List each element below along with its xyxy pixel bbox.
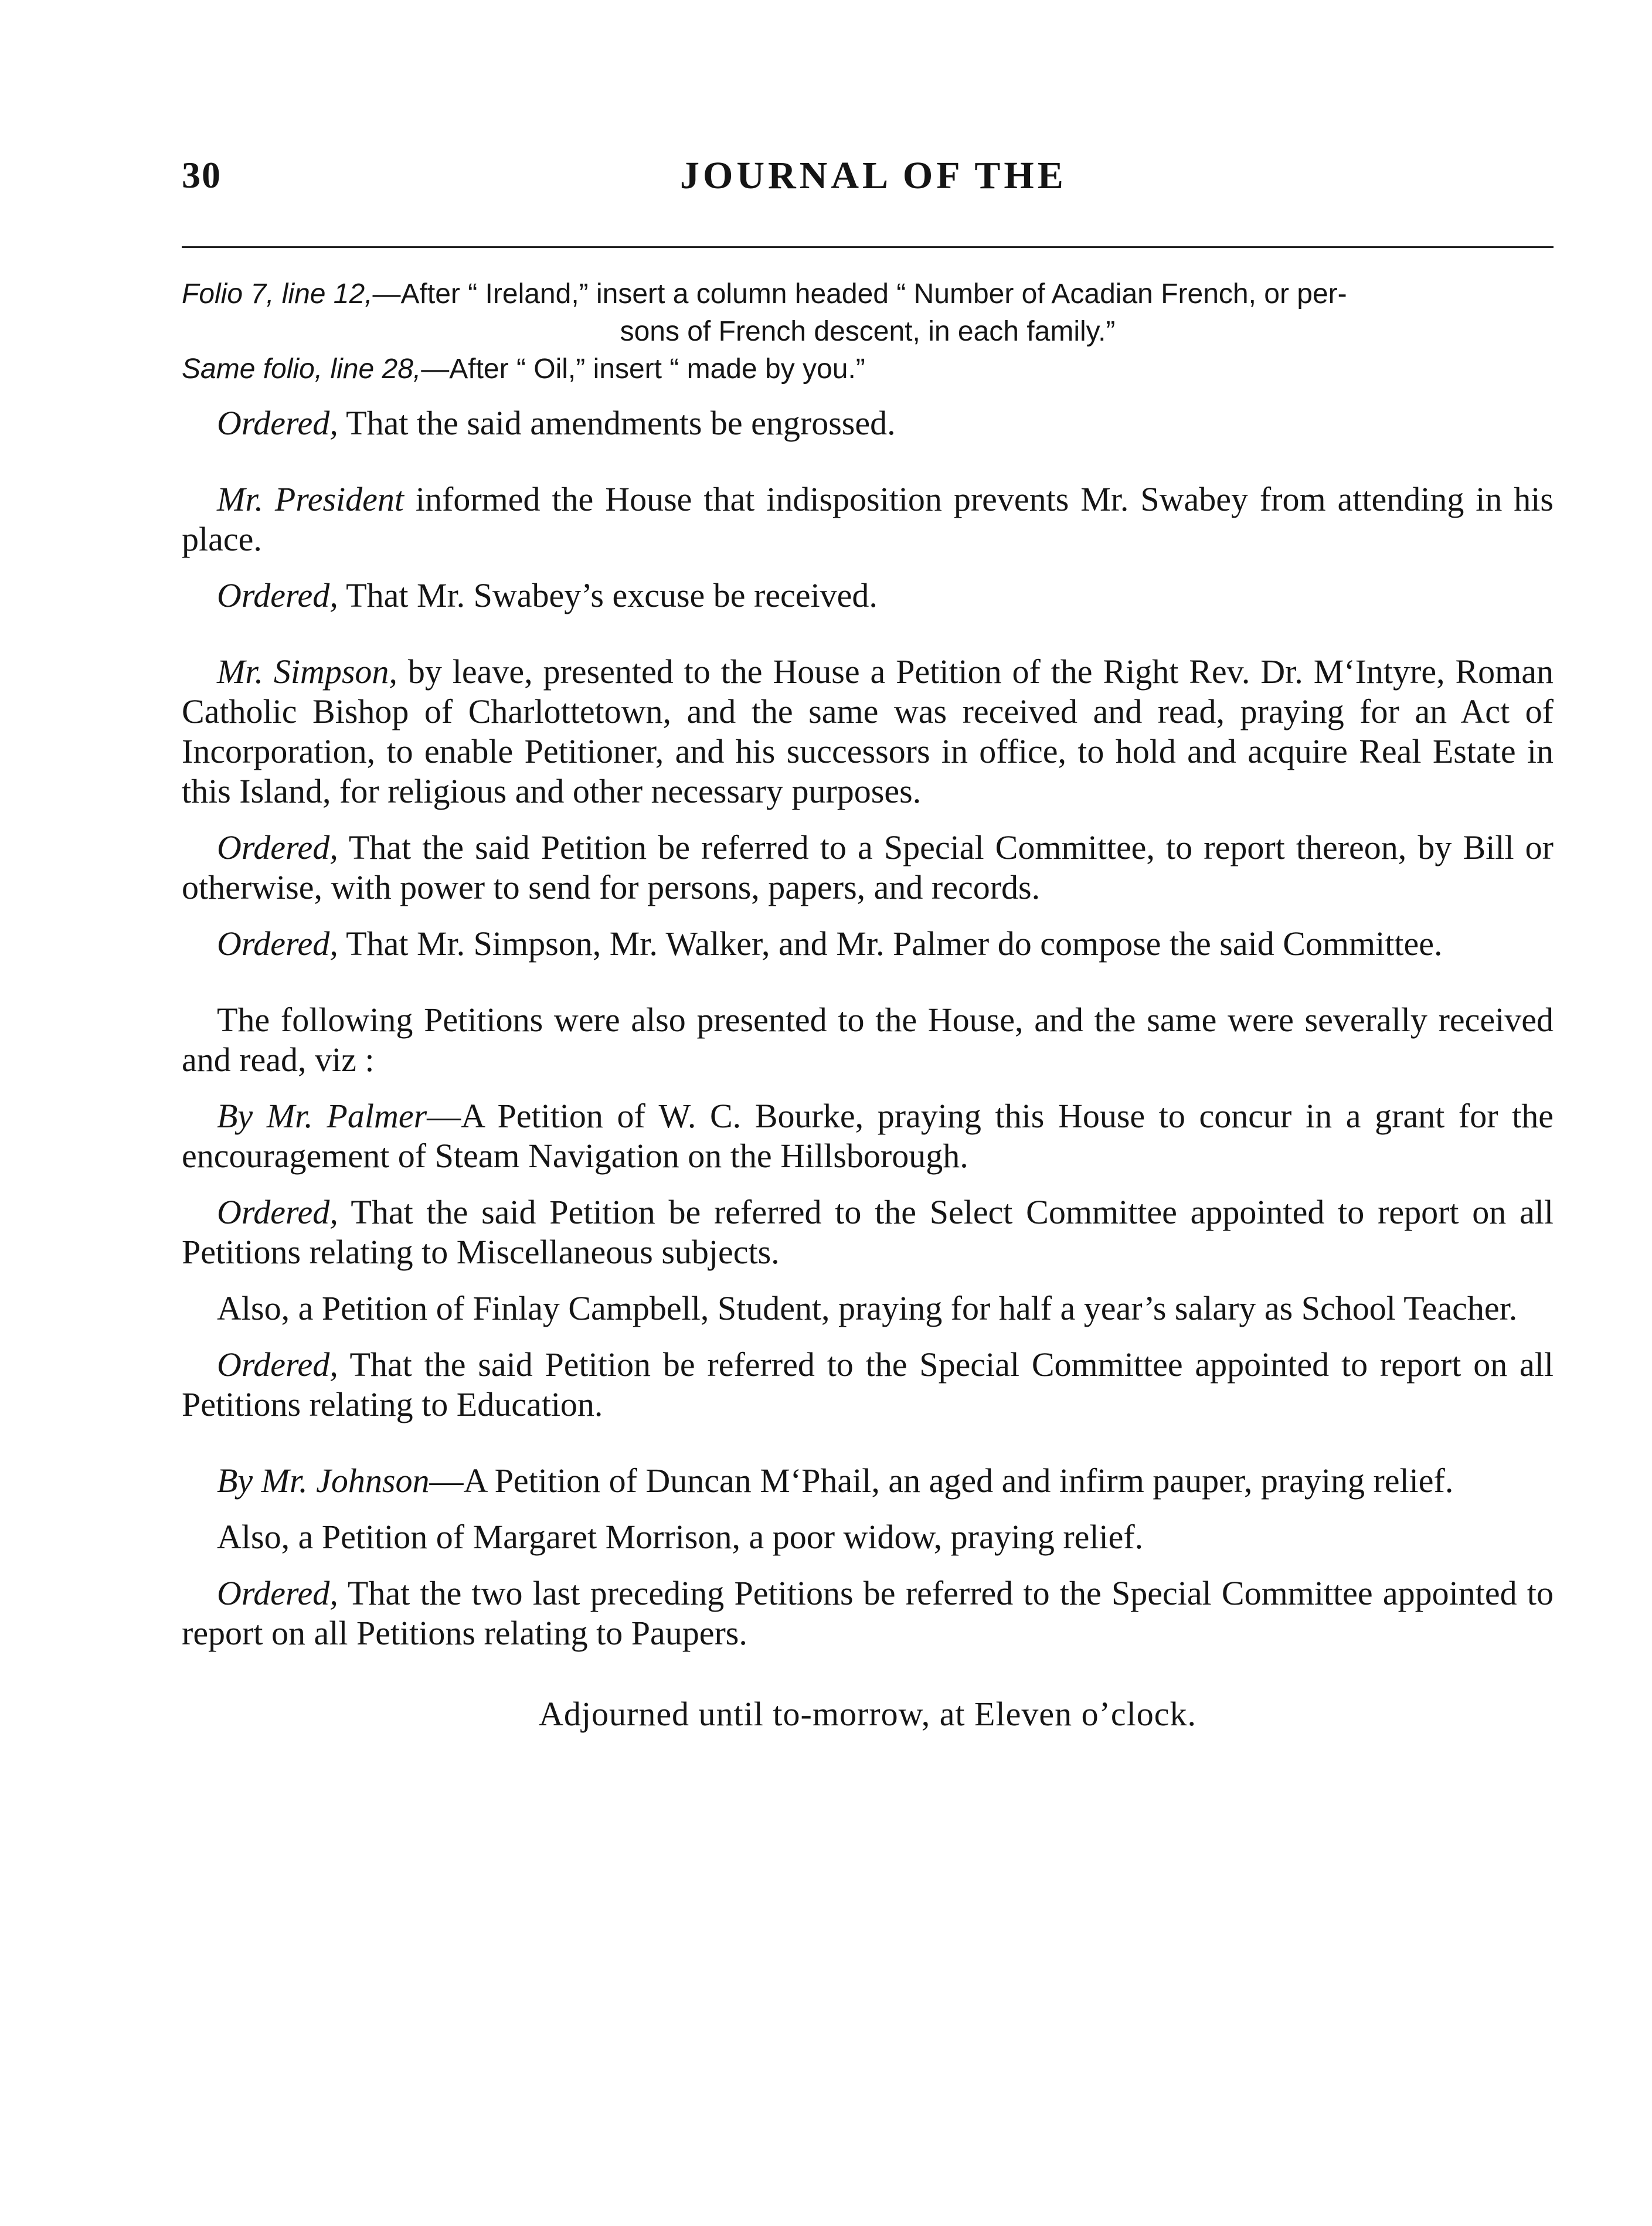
paragraph-text: The following Petitions were also presented to the House, and the same were severally received and read, viz : [182, 1001, 1554, 1079]
paragraph-order-excuse [182, 576, 1554, 616]
paragraph-text: —A Petition of Duncan M‘Phail, an aged and infirm pauper, praying relief. [429, 1462, 1454, 1500]
amendment-line [182, 351, 1554, 388]
running-head: JOURNAL OF THE [680, 154, 1067, 197]
paragraph-text: —A Petition of W. C. Bourke, praying this House to concur in a grant for the encouragement of Steam Navigation on the Hillsborough. [182, 1097, 1554, 1175]
paragraph-order-select-committee [182, 1192, 1554, 1272]
paragraph-lead: Ordered, [217, 576, 338, 614]
header-rule [182, 246, 1554, 248]
amendment-text: —After “ Oil,” insert “ made by you.” [421, 354, 865, 385]
page-number: 30 [182, 154, 222, 196]
amendment-continuation: sons of French descent, in each family.” [620, 316, 1116, 347]
paragraph-text: Also, a Petition of Margaret Morrison, a poor widow, praying relief. [217, 1518, 1144, 1556]
amendments-block [182, 276, 1554, 388]
paragraph-text: That Mr. Simpson, Mr. Walker, and Mr. Palmer do compose the said Committee. [338, 925, 1443, 963]
paragraph-text: That Mr. Swabey’s excuse be received. [338, 576, 878, 614]
paragraph-lead: Ordered, [217, 925, 338, 963]
paragraph-following-petitions [182, 1000, 1554, 1080]
paragraph-simpson-petition [182, 652, 1554, 811]
paragraph-lead: Ordered, [217, 404, 338, 442]
paragraph-lead: Ordered, [217, 828, 338, 866]
amendment-text: —After “ Ireland,” insert a column headed “ Number of Acadian French, or per- [372, 278, 1347, 310]
page-content [182, 276, 1554, 1768]
paragraph-order-education [182, 1345, 1554, 1425]
amendment-line [182, 276, 1554, 313]
paragraph-order-special-committee [182, 828, 1554, 908]
paragraph-lead: Ordered, [217, 1193, 338, 1231]
paragraph-text: That the said Petition be referred to the Special Committee appointed to report on all Petitions relating to Education. [182, 1345, 1554, 1423]
paragraph-text: That the two last preceding Petitions be referred to the Special Committee appointed to report on all Petitions relating to Paupers. [182, 1574, 1554, 1652]
page-header [182, 154, 1554, 206]
paragraph-president-notice [182, 480, 1554, 559]
paragraph-lead: Mr. Simpson, [217, 652, 397, 691]
paragraph-order-engrossed [182, 403, 1554, 443]
paragraph-campbell-petition [182, 1289, 1554, 1328]
paragraph-lead: Ordered, [217, 1345, 338, 1384]
paragraph-text: informed the House that indisposition prevents Mr. Swabey from attending in his place. [182, 480, 1554, 558]
paragraph-morrison-petition [182, 1517, 1554, 1557]
paragraph-palmer-petition [182, 1096, 1554, 1176]
paragraph-order-committee-members [182, 924, 1554, 964]
paragraph-lead: By Mr. Palmer [217, 1097, 427, 1135]
paragraph-text: Also, a Petition of Finlay Campbell, Student, praying for half a year’s salary as School Teacher. [217, 1289, 1518, 1327]
paragraph-text: That the said amendments be engrossed. [338, 404, 896, 442]
amendment-reference: Same folio, line 28, [182, 354, 422, 385]
paragraph-order-paupers [182, 1574, 1554, 1653]
paragraph-text: by leave, presented to the House a Petition of the Right Rev. Dr. M‘Intyre, Roman Catholic Bishop of Charlottetown, and the same was received and read, praying for an Act of Incorporation, to enable Petitioner, and his successors in office, to hold and acquire Real Estate in this Island, for religious and other necessary purposes. [182, 652, 1554, 810]
paragraph-text: That the said Petition be referred to the Select Committee appointed to report on all Petitions relating to Miscellaneous subjects. [182, 1193, 1554, 1271]
paragraph-text: That the said Petition be referred to a Special Committee, to report thereon, by Bill or otherwise, with power to send for persons, papers, and records. [182, 828, 1554, 906]
paragraph-lead: Mr. President [217, 480, 404, 518]
paragraph-lead: By Mr. Johnson [217, 1462, 430, 1500]
amendment-reference: Folio 7, line 12, [182, 278, 373, 310]
adjournment-line: Adjourned until to-morrow, at Eleven o’clock. [539, 1695, 1196, 1733]
paragraph-johnson-petition [182, 1461, 1554, 1501]
paragraph-lead: Ordered, [217, 1574, 338, 1612]
